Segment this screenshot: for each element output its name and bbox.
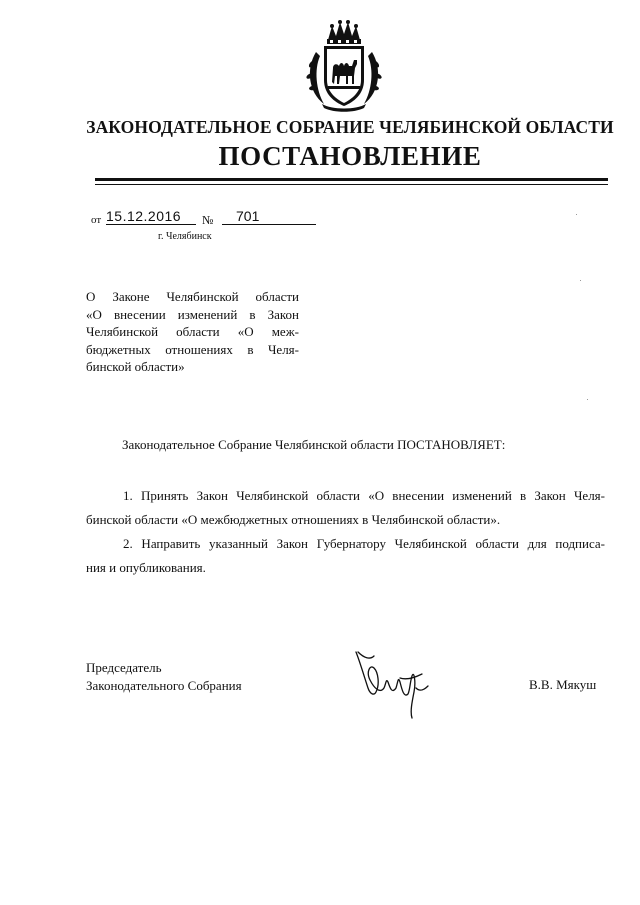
document-date: 15.12.2016 bbox=[106, 208, 196, 225]
resolution-item bbox=[86, 484, 605, 532]
city-label: г. Челябинск bbox=[158, 231, 212, 242]
header-rule-thick bbox=[95, 178, 608, 181]
signatory-name: В.В. Мякуш bbox=[529, 677, 597, 692]
document-subject bbox=[86, 288, 299, 376]
resolution-item bbox=[86, 532, 605, 580]
subject-line: Челябинской области «О меж- bbox=[86, 324, 299, 339]
document-type-title: ПОСТАНОВЛЕНИЕ bbox=[218, 141, 482, 171]
scan-speck bbox=[580, 280, 581, 281]
organization-name: ЗАКОНОДАТЕЛЬНОЕ СОБРАНИЕ ЧЕЛЯБИНСКОЙ ОБЛАСТИ bbox=[86, 117, 614, 137]
signatory-title bbox=[86, 659, 242, 695]
header-rule-thin bbox=[95, 184, 608, 185]
signatory-title-line: Законодательного Собрания bbox=[86, 678, 242, 693]
subject-line: бюджетных отношениях в Челя- bbox=[86, 341, 299, 357]
scan-speck bbox=[587, 399, 588, 400]
item-line: бинской области «О межбюджетных отношениях в Челябинской области». bbox=[86, 512, 501, 527]
coat-of-arms-icon bbox=[302, 18, 386, 114]
subject-line: «О внесении изменений в Закон bbox=[86, 306, 299, 322]
document-number: 701 bbox=[222, 208, 316, 225]
signatory-title-line: Председатель bbox=[86, 660, 162, 675]
preamble: Законодательное Собрание Челябинской области ПОСТАНОВЛЯЕТ: bbox=[122, 437, 506, 452]
number-label: № bbox=[202, 213, 214, 227]
item-line: 1. Принять Закон Челябинской области «О внесении изменений в Закон Челя- bbox=[123, 488, 605, 503]
scan-speck bbox=[576, 214, 577, 215]
item-line: ния и опубликования. bbox=[86, 560, 206, 575]
item-line: 2. Направить указанный Закон Губернатору Челябинской области для подписа- bbox=[123, 536, 605, 551]
subject-line: О Законе Челябинской области bbox=[86, 289, 299, 304]
subject-line: бинской области» bbox=[86, 359, 185, 374]
date-label: от bbox=[91, 214, 102, 226]
handwritten-signature-icon bbox=[350, 648, 440, 720]
